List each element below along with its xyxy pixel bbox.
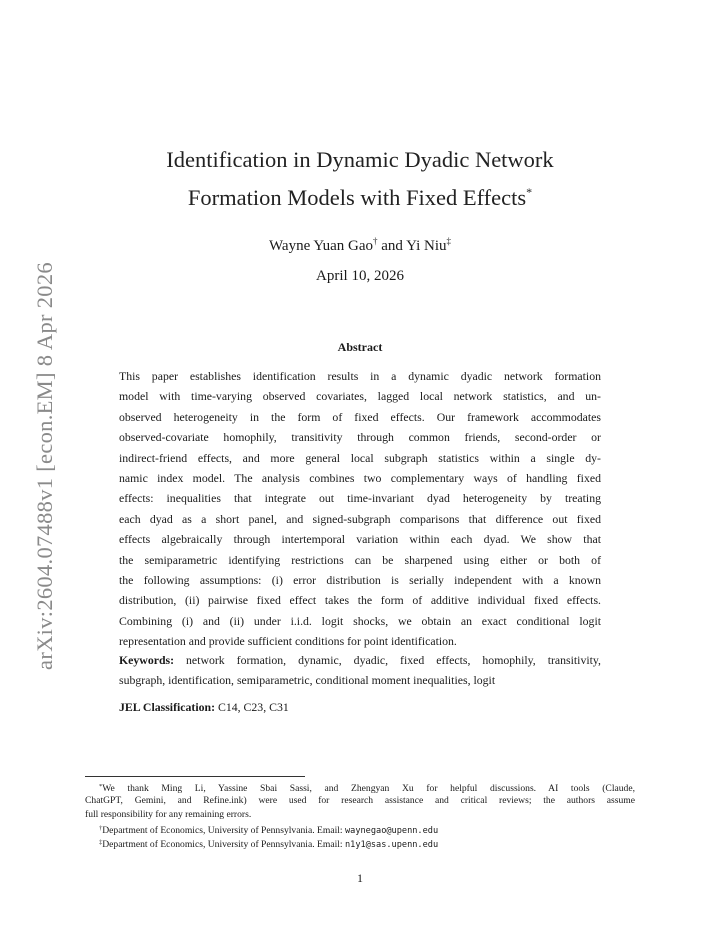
- abstract-line: This paper establishes identification results in a dynamic dyadic network formation: [119, 369, 601, 383]
- abstract-line: representation and provide sufficient conditions for point identification.: [119, 634, 457, 649]
- abstract-heading: Abstract: [337, 340, 383, 354]
- title-line-1: Identification in Dynamic Dyadic Network: [166, 147, 554, 172]
- footnote-acknowledgement-line: full responsibility for any remaining errors.: [85, 809, 252, 820]
- paper-date: April 10, 2026: [316, 268, 404, 284]
- title-line-2-text: Formation Models with Fixed Effects: [187, 185, 527, 210]
- abstract-line: observed heterogeneity in the form of fixed effects. Our framework accommodates: [119, 409, 601, 424]
- abstract-body: [119, 366, 601, 651]
- author-email: waynegao@upenn.edu: [344, 826, 439, 836]
- footnote-marker: *: [99, 783, 103, 790]
- author-name: Wayne Yuan Gao: [268, 238, 373, 254]
- footnote-text: Department of Economics, University of Pennsylvania. Email:: [102, 825, 345, 836]
- abstract-line: namic index model. The analysis combines two complementary ways of handling fixed: [119, 470, 601, 485]
- keywords-label: Keywords:: [119, 653, 175, 667]
- footnote-affiliation: [85, 822, 635, 836]
- arxiv-identifier-stamp: arXiv:2604.07488v1 [econ.EM] 8 Apr 2026: [32, 262, 57, 670]
- keywords-section: [119, 650, 601, 691]
- footnote-affiliation: [85, 836, 635, 850]
- abstract-line: distribution, (ii) pairwise fixed effect takes the form of additive individual fixed effects.: [119, 593, 601, 608]
- page-number: 1: [357, 871, 363, 885]
- keywords-line: subgraph, identification, semiparametric, conditional moment inequalities, logit: [119, 673, 496, 688]
- author-footnote-marker: †: [373, 236, 378, 246]
- footnote-rule: [85, 776, 305, 777]
- author-list: [100, 232, 620, 255]
- abstract-line: observed-covariate homophily, transitivity through common friends, second-order or: [119, 430, 601, 445]
- keywords-text: network formation, dynamic, dyadic, fixed effects, homophily, transitivity,: [174, 653, 601, 667]
- jel-label: JEL Classification:: [119, 700, 216, 714]
- footnote-acknowledgement-line: [85, 780, 635, 794]
- author-footnote-marker: ‡: [446, 236, 452, 246]
- author-email: n1y1@sas.upenn.edu: [344, 840, 439, 850]
- paper-title: [100, 143, 620, 214]
- abstract-line: the following assumptions: (i) error distribution is serially independent with a known: [119, 572, 601, 587]
- footnote-text: We thank Ming Li, Yassine Sbai Sassi, and Zhengyan Xu for helpful discussions. AI tools (Claude,: [102, 783, 635, 794]
- footnote-text: Department of Economics, University of Pennsylvania. Email:: [102, 839, 345, 850]
- abstract-line: Combining (i) and (ii) under i.i.d. logit shocks, we obtain an exact conditional logit: [119, 613, 601, 628]
- abstract-line: each dyad as a short panel, and signed-subgraph comparisons that difference out fixed: [119, 511, 601, 526]
- jel-classification: [119, 697, 601, 717]
- author-name: Yi Niu: [406, 238, 447, 254]
- author-conjunction: and: [377, 238, 407, 254]
- footnote-marker: ‡: [99, 839, 103, 846]
- abstract-line: effects: inequalities that integrate out time-invariant dyad heterogeneity by treating: [119, 491, 601, 506]
- abstract-line: model with time-varying observed covariates, lagged local network statistics, and un-: [119, 389, 601, 404]
- title-line-2: [100, 176, 620, 214]
- keywords-line: [119, 650, 601, 670]
- footnote-marker: †: [99, 825, 103, 832]
- abstract-line: effects algebraically through intertemporal variation within each dyad. We show that: [119, 532, 601, 547]
- abstract-line: indirect-friend effects, and more general local subgraph statistics within a single dy-: [119, 450, 601, 465]
- jel-codes: C14, C23, C31: [215, 700, 289, 714]
- title-footnote-marker: *: [526, 185, 533, 199]
- footnotes: [85, 780, 635, 850]
- abstract-line: the semiparametric identifying restrictions can be sharpened using either or both of: [119, 552, 601, 567]
- footnote-acknowledgement-line: ChatGPT, Gemini, and Refine.ink) were used for research assistance and critical reviews; the authors assume: [85, 795, 635, 806]
